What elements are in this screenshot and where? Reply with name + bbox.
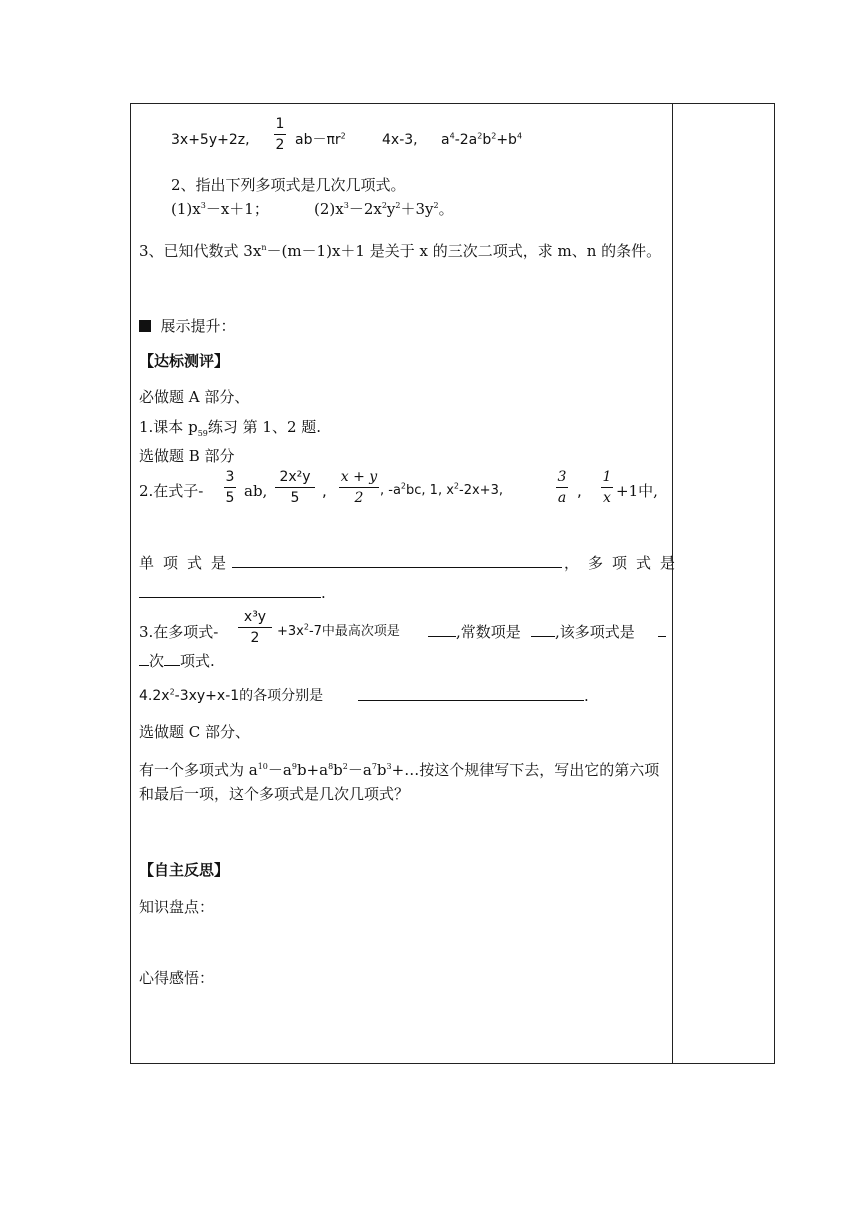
question2-prefix: 2.在式子- bbox=[139, 482, 204, 500]
question2-ab: ab, bbox=[244, 482, 268, 500]
exercise2-polynomial-2: $(2)x^3-2x^2y^2+3y^2$。 bbox=[314, 200, 454, 218]
reflection-title: 【自主反思】 bbox=[139, 861, 230, 879]
question2-monomial-label: 单项式是 bbox=[139, 554, 236, 572]
required-item-1: 1.课本 $p_{59}$练习 第 1、2 题. bbox=[139, 418, 322, 438]
polynomial-answer-blank: . bbox=[139, 583, 326, 603]
question3-expression: $+3x^2-7$中最高次项是 bbox=[277, 622, 400, 639]
fraction-x3y-over-2: x³y 2 bbox=[238, 608, 272, 647]
question2-comma-1: , bbox=[322, 482, 327, 500]
fraction-1-over-x: 1 x bbox=[602, 469, 612, 506]
question3-line2: 次 项式. bbox=[139, 651, 215, 671]
column-divider bbox=[672, 104, 673, 1063]
required-part-a-title: 必做题 A 部分、 bbox=[139, 388, 250, 406]
optional-part-b-title: 选做题 B 部分 bbox=[139, 447, 235, 465]
worksheet-content-cell bbox=[131, 104, 685, 1063]
degree-blank-part1 bbox=[658, 622, 666, 642]
fraction-3-over-a: 3 a bbox=[557, 469, 567, 506]
question2-polynomial-label: ，多项式是 bbox=[564, 554, 685, 572]
question4-answer-blank: . bbox=[358, 686, 589, 706]
question4-text: $4.2x^2-3xy+x-1$的各项分别是 bbox=[139, 687, 324, 704]
question2-comma-2: , bbox=[577, 482, 582, 500]
exercise3-text: 3、已知代数式 $3x^n-(m-1)x+1$ 是关于 x 的三次二项式，求 m、n 的条件。 bbox=[139, 242, 662, 260]
fraction-three-fifths: 3 5 bbox=[225, 469, 235, 506]
exercise1-expression-2: $ab-\pi r^2$ bbox=[295, 131, 346, 148]
fraction-2x2y-over-5: 2x²y 5 bbox=[275, 468, 315, 507]
fraction-x-plus-y-over-2: x + y 2 bbox=[340, 469, 378, 506]
black-square-icon bbox=[139, 320, 151, 332]
optional-part-c-title: 选做题 C 部分、 bbox=[139, 723, 251, 741]
show-section-heading: 展示提升： bbox=[139, 316, 236, 336]
highest-term-blank: ,常数项是 bbox=[428, 622, 521, 642]
knowledge-review-label: 知识盘点： bbox=[139, 898, 215, 916]
part-c-question: 有一个多项式为 $a^{10}-a^9b+a^8b^2-a^7b^3+\dots$按这个规律写下去，写出它的第六项和最后一项，这个多项式是几次几项式？ bbox=[139, 761, 660, 803]
exercise1-expression-1: 3x+5y+2z, bbox=[171, 132, 250, 148]
insight-label: 心得感悟： bbox=[139, 969, 215, 987]
assessment-title: 【达标测评】 bbox=[139, 352, 230, 370]
fraction-one-half: 1 2 bbox=[275, 116, 285, 153]
exercise1-expression-3: 4x-3, bbox=[382, 132, 418, 148]
question2-middle-terms: , $-a^2bc$, 1, $x^2-2x+3$, bbox=[380, 481, 503, 498]
question3-prefix: 3.在多项式- bbox=[139, 623, 219, 641]
constant-term-blank: ,该多项式是 bbox=[531, 622, 635, 642]
worksheet-table bbox=[130, 103, 775, 1064]
question2-tail: +1中, bbox=[616, 482, 658, 500]
monomial-answer-blank bbox=[232, 553, 562, 573]
exercise2-title: 2、指出下列多项式是几次几项式。 bbox=[171, 176, 406, 194]
exercise2-polynomial-1: $(1)x^3-x+1$； bbox=[171, 200, 269, 218]
exercise1-expression-4: $a^4-2a^2b^2+b^4$ bbox=[441, 131, 523, 148]
